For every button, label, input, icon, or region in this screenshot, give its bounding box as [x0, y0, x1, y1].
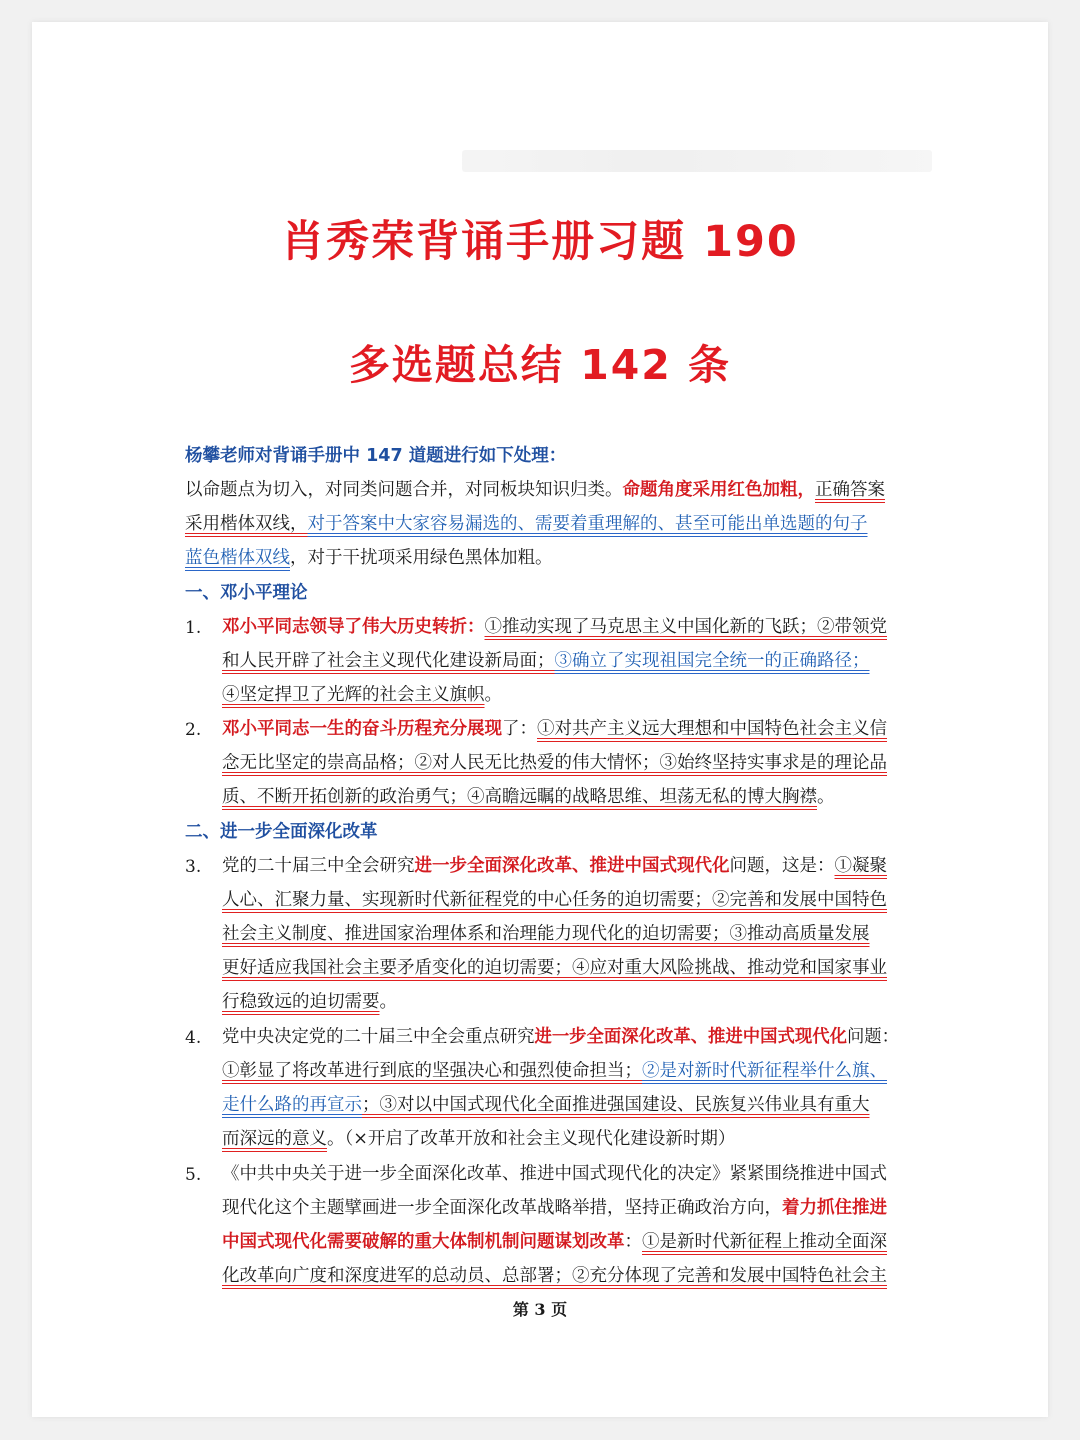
intro-text: 以命题点为切入，对同类问题合并，对同板块知识归类。 — [185, 480, 623, 500]
intro-heading: 杨攀老师对背诵手册中 147 道题进行如下处理： — [185, 446, 567, 466]
answer-text: 念无比坚定的崇高品格；②对人民无比热爱的伟大情怀；③始终坚持实事求是的理论品 — [222, 753, 887, 773]
answer-text: ①是新时代新征程上推动全面深 — [642, 1232, 887, 1252]
item-line — [222, 717, 887, 741]
item-line — [222, 922, 870, 946]
page-number: 第 3 页 — [512, 1300, 568, 1319]
plain-text: 《中共中央关于进一步全面深化改革、推进中国式现代化的决定》紧紧围绕推进中国式 — [222, 1164, 887, 1184]
key-answer-text: ②是对新时代新征程举什么旗、 — [642, 1061, 887, 1081]
answer-text: ；③对以中国式现代化全面推进强国建设、民族复兴伟业具有重大 — [362, 1095, 870, 1115]
item-line — [222, 990, 397, 1014]
item-number: 2. — [185, 720, 202, 740]
item-line — [222, 956, 887, 980]
intro-blue-text: 对于答案中大家容易漏选的、需要着重理解的、甚至可能出单选题的句子 — [307, 514, 868, 534]
plain-text: ： — [624, 1232, 642, 1252]
question-angle: 邓小平同志领导了伟大历史转折： — [222, 617, 485, 637]
section-heading: 一、邓小平理论 — [185, 583, 308, 603]
item-line — [222, 751, 887, 775]
answer-text: ①推动实现了马克思主义中国化新的飞跃；②带领党 — [484, 617, 887, 637]
key-answer-text: 走什么路的再宣示 — [222, 1095, 362, 1115]
question-angle: 着力抓住推进 — [782, 1198, 887, 1218]
question-angle: 进一步全面深化改革、推进中国式现代化 — [534, 1027, 847, 1047]
item-number: 4. — [185, 1028, 202, 1048]
item-line — [222, 1230, 887, 1254]
intro-line-2 — [185, 512, 868, 536]
question-angle: 中国式现代化需要破解的重大体制机制问题谋划改革 — [222, 1232, 625, 1252]
answer-text: ①凝聚 — [834, 856, 887, 876]
answer-text: 质、不断开拓创新的政治勇气；④高瞻远瞩的战略思维、坦荡无私的博大胸襟 — [222, 787, 817, 807]
item-line — [222, 854, 887, 878]
intro-red-text: 命题角度采用红色加粗， — [622, 480, 815, 500]
answer-text: ①对共产主义远大理想和中国特色社会主义信 — [537, 719, 887, 739]
answer-text: 和人民开辟了社会主义现代化建设新局面； — [222, 651, 555, 671]
plain-text: 。 — [379, 992, 397, 1012]
title-line-2: 多选题总结 142 条 — [348, 341, 732, 389]
item-line — [222, 785, 835, 809]
item-line — [222, 1264, 887, 1288]
item-line — [222, 1127, 735, 1151]
item-line — [222, 888, 887, 912]
answer-text: ④坚定捍卫了光辉的社会主义旗帜 — [222, 685, 485, 705]
item-line — [222, 1196, 887, 1220]
item-line — [222, 1093, 870, 1117]
answer-text: 化改革向广度和深度进军的总动员、总部署；②充分体现了完善和发展中国特色社会主 — [222, 1266, 887, 1286]
plain-text: 现代化这个主题擘画进一步全面深化改革战略举措，坚持正确政治方向， — [222, 1198, 782, 1218]
item-line — [222, 1162, 887, 1186]
item-number: 3. — [185, 857, 202, 877]
plain-text: 。 — [484, 685, 502, 705]
plain-text: 问题，这是： — [729, 856, 835, 876]
item-line — [222, 649, 870, 673]
item-number: 5. — [185, 1165, 202, 1185]
answer-text: 人心、汇聚力量、实现新时代新征程党的中心任务的迫切需要；②完善和发展中国特色 — [222, 890, 887, 910]
plain-text: 党中央决定党的二十届三中全会重点研究 — [222, 1027, 535, 1047]
plain-text: 。 — [817, 787, 835, 807]
answer-text: 行稳致远的迫切需要 — [222, 992, 380, 1012]
intro-blue-text: 蓝色楷体双线 — [185, 548, 290, 568]
intro-line-1 — [185, 478, 885, 502]
answer-text: 更好适应我国社会主要矛盾变化的迫切需要；④应对重大风险挑战、推动党和国家事业 — [222, 958, 887, 978]
intro-text: ，对于干扰项采用绿色黑体加粗。 — [290, 548, 553, 568]
item-number: 1. — [185, 618, 202, 638]
plain-text: 党的二十届三中全会研究 — [222, 856, 415, 876]
question-angle: 邓小平同志一生的奋斗历程充分展现 — [222, 719, 502, 739]
question-angle: 进一步全面深化改革、推进中国式现代化 — [414, 856, 730, 876]
answer-text: ①彰显了将改革进行到底的坚强决心和强烈使命担当； — [222, 1061, 642, 1081]
intro-answer-text: 采用楷体双线， — [185, 514, 308, 534]
answer-text: 而深远的意义 — [222, 1129, 327, 1149]
item-line — [222, 683, 502, 707]
answer-text: 社会主义制度、推进国家治理体系和治理能力现代化的迫切需要；③推动高质量发展 — [222, 924, 870, 944]
intro-answer-text: 正确答案 — [815, 480, 885, 500]
plain-text: 问题： — [846, 1027, 900, 1047]
plain-text: 。（×开启了改革开放和社会主义现代化建设新时期） — [327, 1129, 736, 1149]
item-line — [222, 1025, 899, 1049]
key-answer-text: ③确立了实现祖国完全统一的正确路径； — [554, 651, 870, 671]
item-line — [222, 1059, 887, 1083]
section-heading: 二、进一步全面深化改革 — [185, 822, 378, 842]
intro-line-3 — [185, 546, 553, 570]
title-line-1: 肖秀荣背诵手册习题 190 — [281, 217, 799, 267]
faded-header-text — [462, 150, 932, 172]
item-line — [222, 615, 887, 639]
plain-text: 了： — [502, 719, 537, 739]
